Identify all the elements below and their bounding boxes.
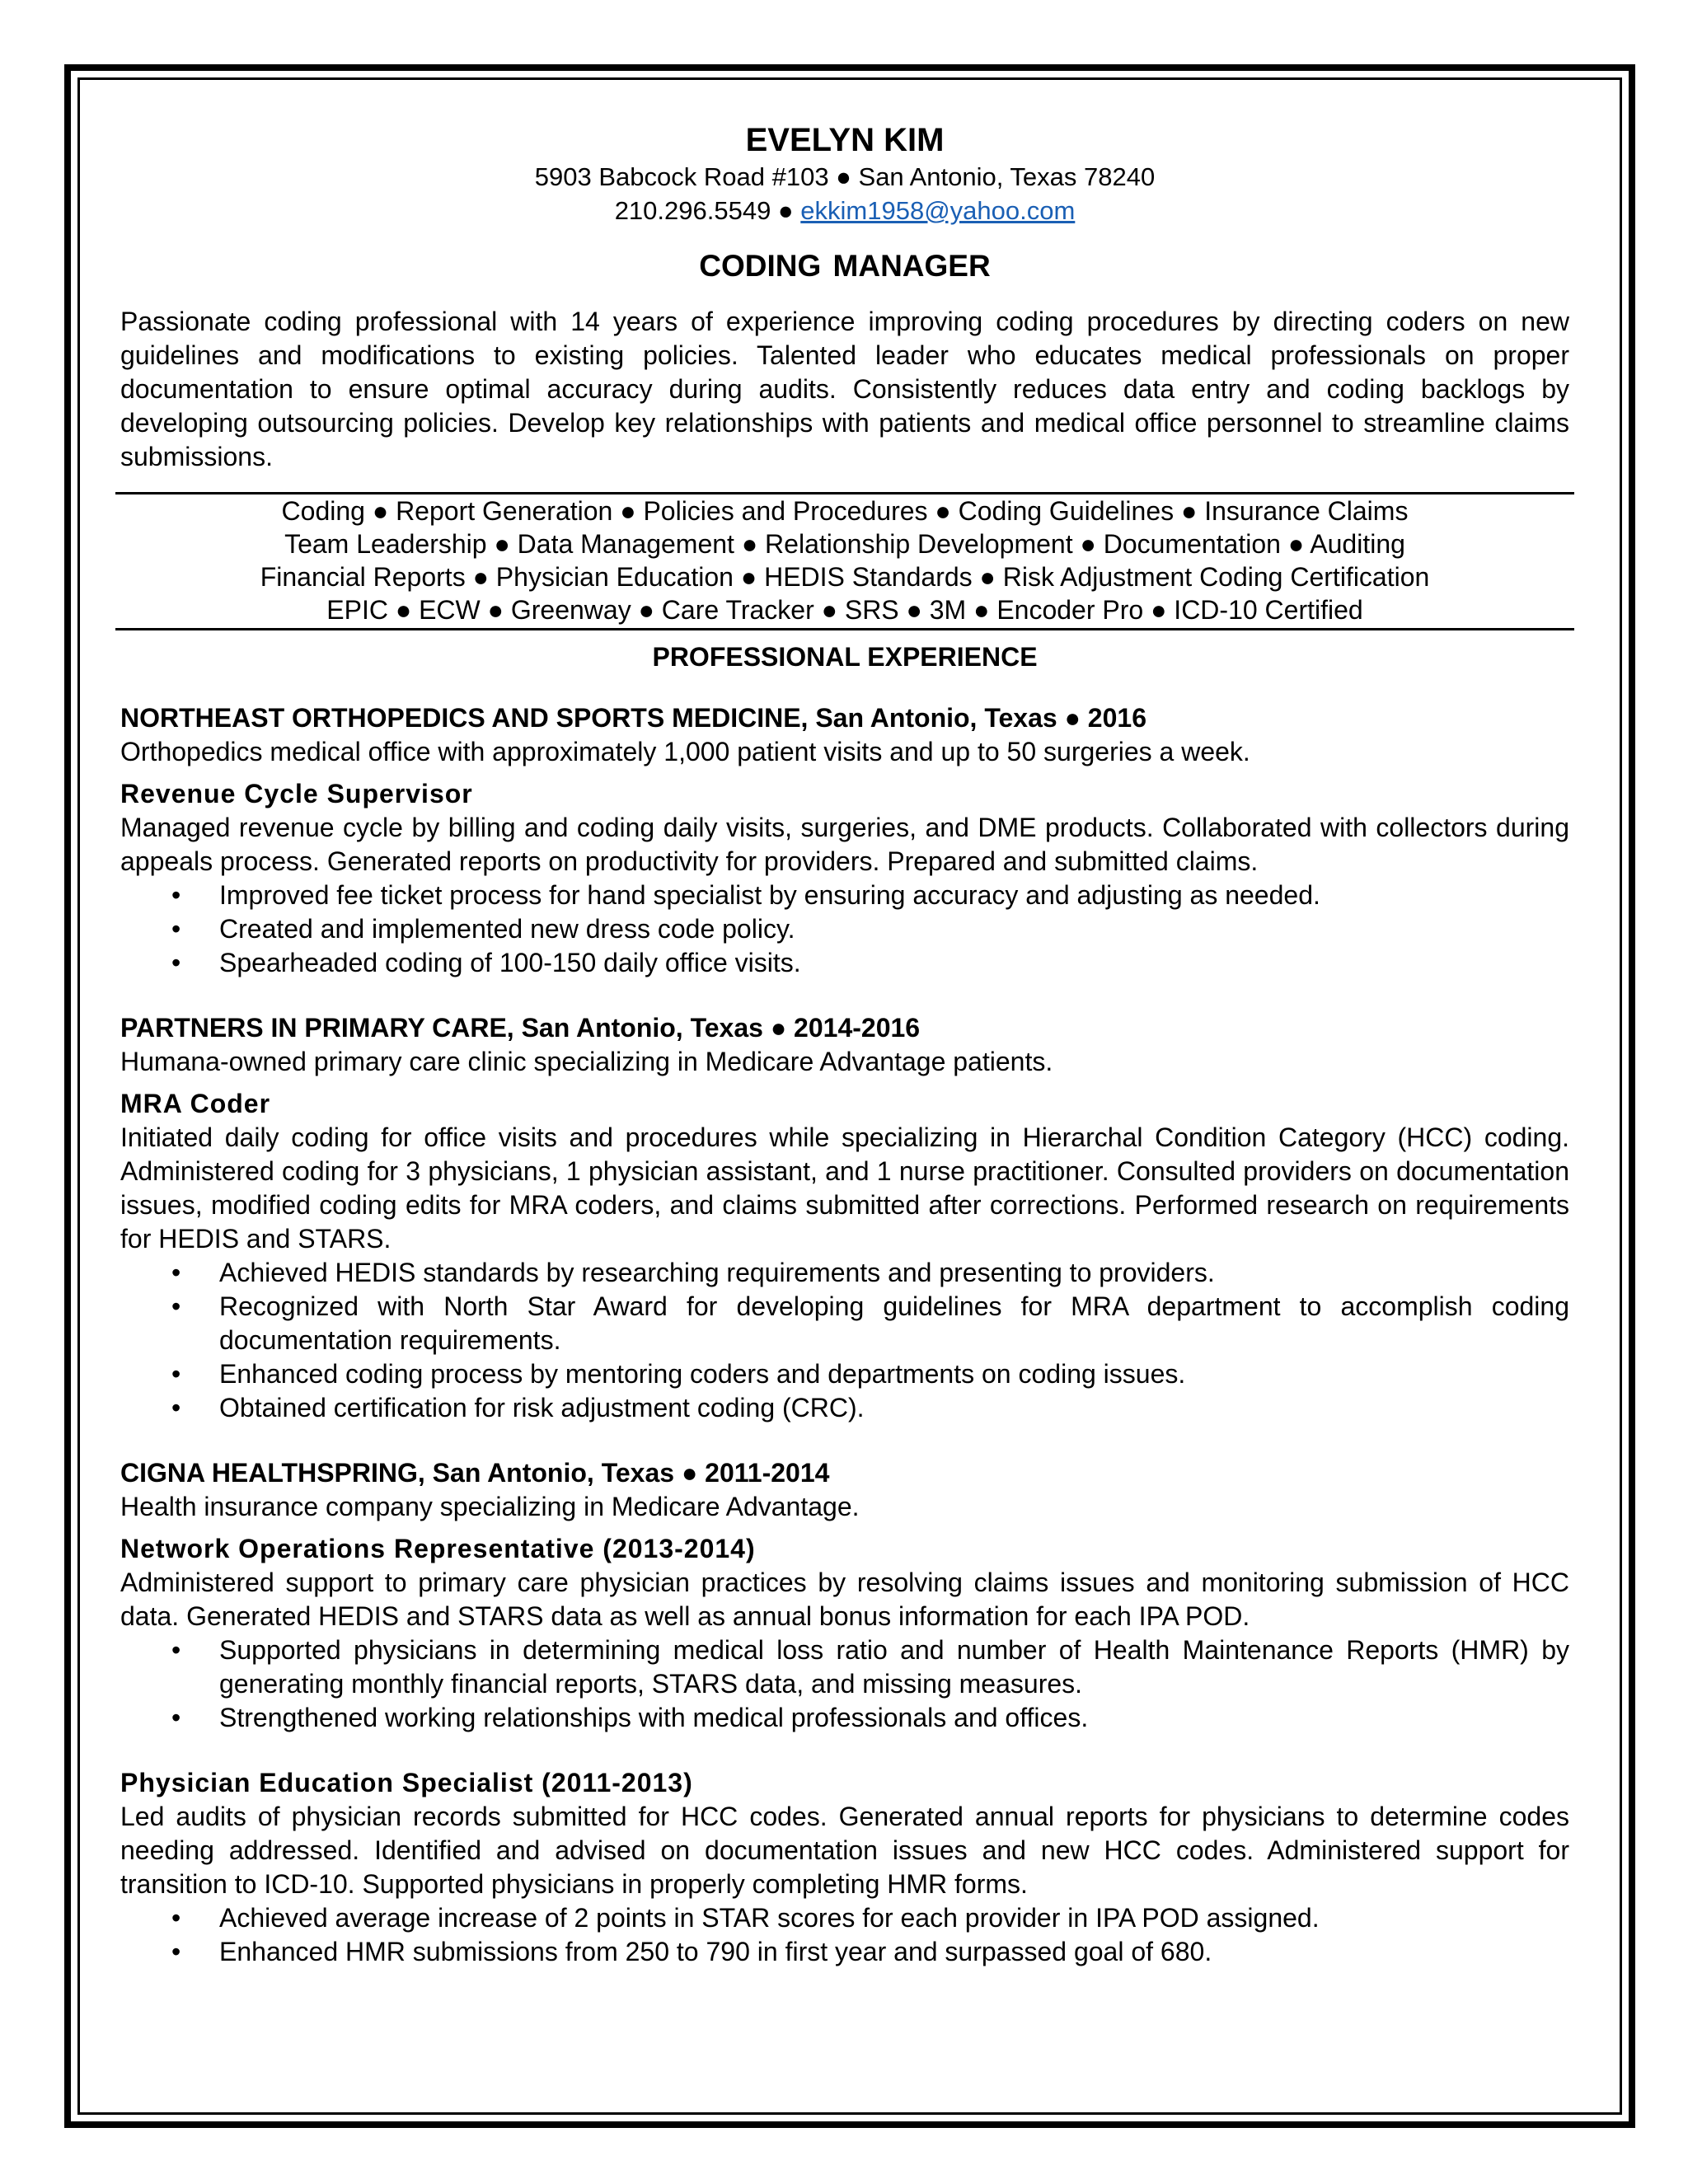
skills-block <box>120 494 1569 626</box>
role-description: Administered support to primary care physician practices by resolving claims issues and monitoring submission of HCC data. Generated HEDIS and STARS data as well as annual bonus information for each IPA POD. <box>120 1568 1569 1631</box>
skills-line: Team Leadership ● Data Management ● Relationship Development ● Documentation ● Auditing <box>284 529 1405 559</box>
achievement-text: Recognized with North Star Award for developing guidelines for MRA department to accomplish coding documentation requirements. <box>219 1291 1569 1355</box>
experience-heading: PROFESSIONAL EXPERIENCE <box>652 642 1038 672</box>
candidate-name: EVELYN KIM <box>745 122 945 158</box>
bullet-icon: • <box>171 1359 181 1389</box>
achievement-text: Enhanced HMR submissions from 250 to 790 in first year and surpassed goal of 680. <box>219 1937 1212 1966</box>
company-line: PARTNERS IN PRIMARY CARE, San Antonio, Texas ● 2014-2016 <box>120 1013 921 1043</box>
bullet-icon: • <box>171 1703 181 1732</box>
summary: Passionate coding professional with 14 years of experience improving coding procedures by directing coders on new guidelines and modifications to existing policies. Talented leader who educates medical professionals on proper documentation to ensure optimal accuracy during audits. Consistently reduces data entry and coding backlogs by developing outsourcing policies. Develop key relationships with patients and medical office personnel to streamline claims submissions. <box>120 307 1569 471</box>
job-entry <box>120 701 1569 980</box>
role-description: Led audits of physician records submitted for HCC codes. Generated annual reports for physicians to determine codes needing addressed. Identified and advised on documentation issues and new HCC codes. Administered support for transition to ICD-10. Supported physicians in properly completing HMR forms. <box>120 1802 1569 1899</box>
resume-content <box>120 120 1569 1969</box>
bullet-icon: • <box>171 1393 181 1422</box>
job-entry <box>120 1011 1569 1425</box>
role-title: Physician Education Specialist (2011-2013) <box>120 1768 693 1797</box>
bullet-icon: • <box>171 948 181 977</box>
bullet-icon: • <box>171 1635 181 1665</box>
company-description: Orthopedics medical office with approximately 1,000 patient visits and up to 50 surgeries a week. <box>120 737 1250 766</box>
company-line: CIGNA HEALTHSPRING, San Antonio, Texas ● 2011-2014 <box>120 1458 830 1488</box>
achievement-list <box>120 879 1569 980</box>
achievement-list <box>120 1901 1569 1969</box>
achievement-text: Supported physicians in determining medical loss ratio and number of Health Maintenance Reports (HMR) by generating monthly financial reports, STARS data, and missing measures. <box>219 1635 1569 1699</box>
company-description: Humana-owned primary care clinic specializing in Medicare Advantage patients. <box>120 1047 1053 1076</box>
list-item <box>120 1357 1569 1391</box>
job-entry <box>120 1456 1569 1969</box>
job-title: CODING MANAGER <box>699 249 991 283</box>
skills-line: Coding ● Report Generation ● Policies and Procedures ● Coding Guidelines ● Insurance Claims <box>281 496 1409 526</box>
address: 5903 Babcock Road #103 ● San Antonio, Texas 78240 <box>534 162 1156 191</box>
list-item <box>120 946 1569 980</box>
achievement-text: Enhanced coding process by mentoring coders and departments on coding issues. <box>219 1359 1186 1389</box>
bullet-icon: • <box>171 1258 181 1287</box>
phone: 210.296.5549 ● <box>614 196 801 225</box>
list-item <box>120 1901 1569 1935</box>
list-item <box>120 912 1569 946</box>
achievement-text: Strengthened working relationships with medical professionals and offices. <box>219 1703 1089 1732</box>
role-title: Network Operations Representative (2013-2014) <box>120 1534 756 1563</box>
bullet-icon: • <box>171 1291 181 1321</box>
skills-line: Financial Reports ● Physician Education ● HEDIS Standards ● Risk Adjustment Coding Certification <box>260 562 1430 592</box>
bullet-icon: • <box>171 914 181 944</box>
divider-bottom <box>115 628 1574 630</box>
achievement-text: Spearheaded coding of 100-150 daily office visits. <box>219 948 801 977</box>
company-description: Health insurance company specializing in Medicare Advantage. <box>120 1492 860 1521</box>
resume-header <box>120 120 1569 227</box>
role-title: Revenue Cycle Supervisor <box>120 779 473 808</box>
achievement-text: Created and implemented new dress code policy. <box>219 914 795 944</box>
list-item <box>120 1935 1569 1969</box>
role-title: MRA Coder <box>120 1089 271 1118</box>
list-item <box>120 1290 1569 1357</box>
achievement-text: Obtained certification for risk adjustment coding (CRC). <box>219 1393 865 1422</box>
achievement-list <box>120 1256 1569 1425</box>
email-link[interactable]: ekkim1958@yahoo.com <box>800 196 1076 225</box>
list-item <box>120 879 1569 912</box>
role-description: Initiated daily coding for office visits and procedures while specializing in Hierarchal Condition Category (HCC) coding. Administered coding for 3 physicians, 1 physician assistant, and 1 nurse practitioner. Consulted providers on documentation issues, modified coding edits for MRA coders, and claims submitted after corrections. Performed research on requirements for HEDIS and STARS. <box>120 1122 1569 1254</box>
achievement-list <box>120 1633 1569 1735</box>
achievement-text: Improved fee ticket process for hand specialist by ensuring accuracy and adjusting as needed. <box>219 880 1320 910</box>
list-item <box>120 1256 1569 1290</box>
bullet-icon: • <box>171 880 181 910</box>
bullet-icon: • <box>171 1937 181 1966</box>
contact-line <box>120 194 1569 227</box>
list-item <box>120 1701 1569 1735</box>
bullet-icon: • <box>171 1903 181 1933</box>
achievement-text: Achieved HEDIS standards by researching requirements and presenting to providers. <box>219 1258 1215 1287</box>
list-item <box>120 1633 1569 1701</box>
skills-line: EPIC ● ECW ● Greenway ● Care Tracker ● SRS ● 3M ● Encoder Pro ● ICD-10 Certified <box>326 595 1363 625</box>
company-line: NORTHEAST ORTHOPEDICS AND SPORTS MEDICINE, San Antonio, Texas ● 2016 <box>120 703 1146 733</box>
achievement-text: Achieved average increase of 2 points in STAR scores for each provider in IPA POD assigned. <box>219 1903 1320 1933</box>
role-description: Managed revenue cycle by billing and coding daily visits, surgeries, and DME products. Collaborated with collectors during appeals process. Generated reports on productivity for providers. Prepared and submitted claims. <box>120 813 1569 876</box>
list-item <box>120 1391 1569 1425</box>
